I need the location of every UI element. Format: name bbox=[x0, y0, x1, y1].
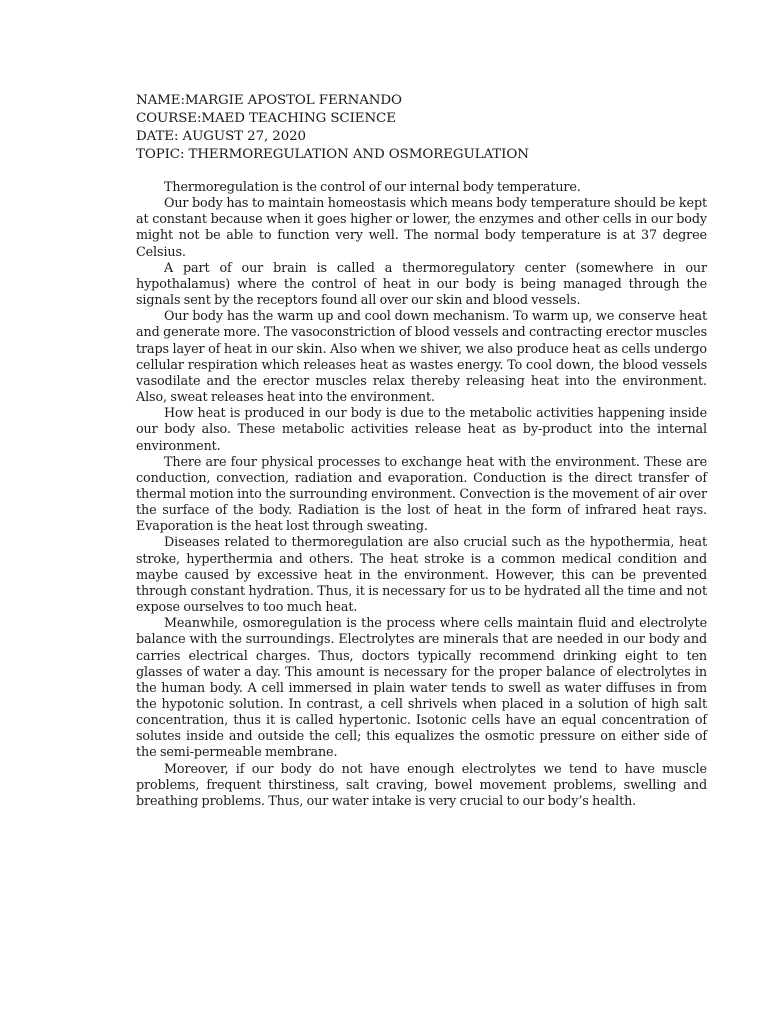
topic-line: TOPIC: THERMOREGULATION AND OSMOREGULATION bbox=[136, 147, 529, 162]
paragraph-warm-cool-mechanism: Our body has the warm up and cool down mechanism. To warm up, we conserve heat and generate more. The vasoconstriction of blood vessels and contracting erector muscles traps layer of heat in our skin. Also when we shiver, we also produce heat as cells undergo cellular respiration which releases heat as wastes energy. To cool down, the blood vessels vasodilate and the erector muscles relax thereby releasing heat into the environment. Also, sweat releases heat into the environment. bbox=[136, 309, 707, 406]
course-line: COURSE:MAED TEACHING SCIENCE bbox=[136, 111, 396, 126]
author-name: NAME:MARGIE APOSTOL FERNANDO bbox=[136, 93, 402, 108]
date-line: DATE: AUGUST 27, 2020 bbox=[136, 129, 306, 144]
paragraph-osmoregulation: Meanwhile, osmoregulation is the process where cells maintain fluid and electrolyte balance with the surroundings. Electrolytes are minerals that are needed in our body and carries electrical charges. Thus, doctors typically recommend drinking eight to ten glasses of water a day. This amount is necessary for the proper balance of electrolytes in the human body. A cell immersed in plain water tends to swell as water diffuses in from the hypotonic solution. In contrast, a cell shrivels when placed in a solution of high salt concentration, thus it is called hypertonic. Isotonic cells have an equal concentration of solutes inside and outside the cell; this equalizes the osmotic pressure on either side of the semi-permeable membrane. bbox=[136, 616, 707, 761]
paragraph-thermoregulatory-center: A part of our brain is called a thermoregulatory center (somewhere in our hypothalamus) where the control of heat in our body is being managed through the signals sent by the receptors found all over our skin and blood vessels. bbox=[136, 260, 707, 309]
paragraph-homeostasis: Our body has to maintain homeostasis which means body temperature should be kept at constant because when it goes higher or lower, the enzymes and other cells in our body might not be able to function very well. The normal body temperature is at 37 degree Celsius. bbox=[136, 196, 707, 260]
paragraph-heat-exchange: There are four physical processes to exchange heat with the environment. These are conduction, convection, radiation and evaporation. Conduction is the direct transfer of thermal motion into the surrounding environment. Convection is the movement of air over the surface of the body. Radiation is the lost of heat in the form of infrared heat rays. Evaporation is the heat lost through sweating. bbox=[136, 454, 707, 535]
paragraph-diseases: Diseases related to thermoregulation are also crucial such as the hypothermia, heat stroke, hyperthermia and others. The heat stroke is a common medical condition and maybe caused by excessive heat in the environment. However, this can be prevented through constant hydration. Thus, it is necessary for us to be hydrated all the time and not expose ourselves to too much heat. bbox=[136, 535, 707, 616]
document-content bbox=[136, 92, 707, 810]
document-body bbox=[136, 180, 707, 810]
paragraph-metabolic-heat: How heat is produced in our body is due to the metabolic activities happening inside our body also. These metabolic activities release heat as by-product into the internal environment. bbox=[136, 406, 707, 454]
document-header bbox=[136, 92, 707, 164]
paragraph-intro: Thermoregulation is the control of our internal body temperature. bbox=[164, 180, 581, 195]
paragraph-electrolytes: Moreover, if our body do not have enough electrolytes we tend to have muscle problems, frequent thirstiness, salt craving, bowel movement problems, swelling and breathing problems. Thus, our water intake is very crucial to our body’s health. bbox=[136, 761, 707, 809]
